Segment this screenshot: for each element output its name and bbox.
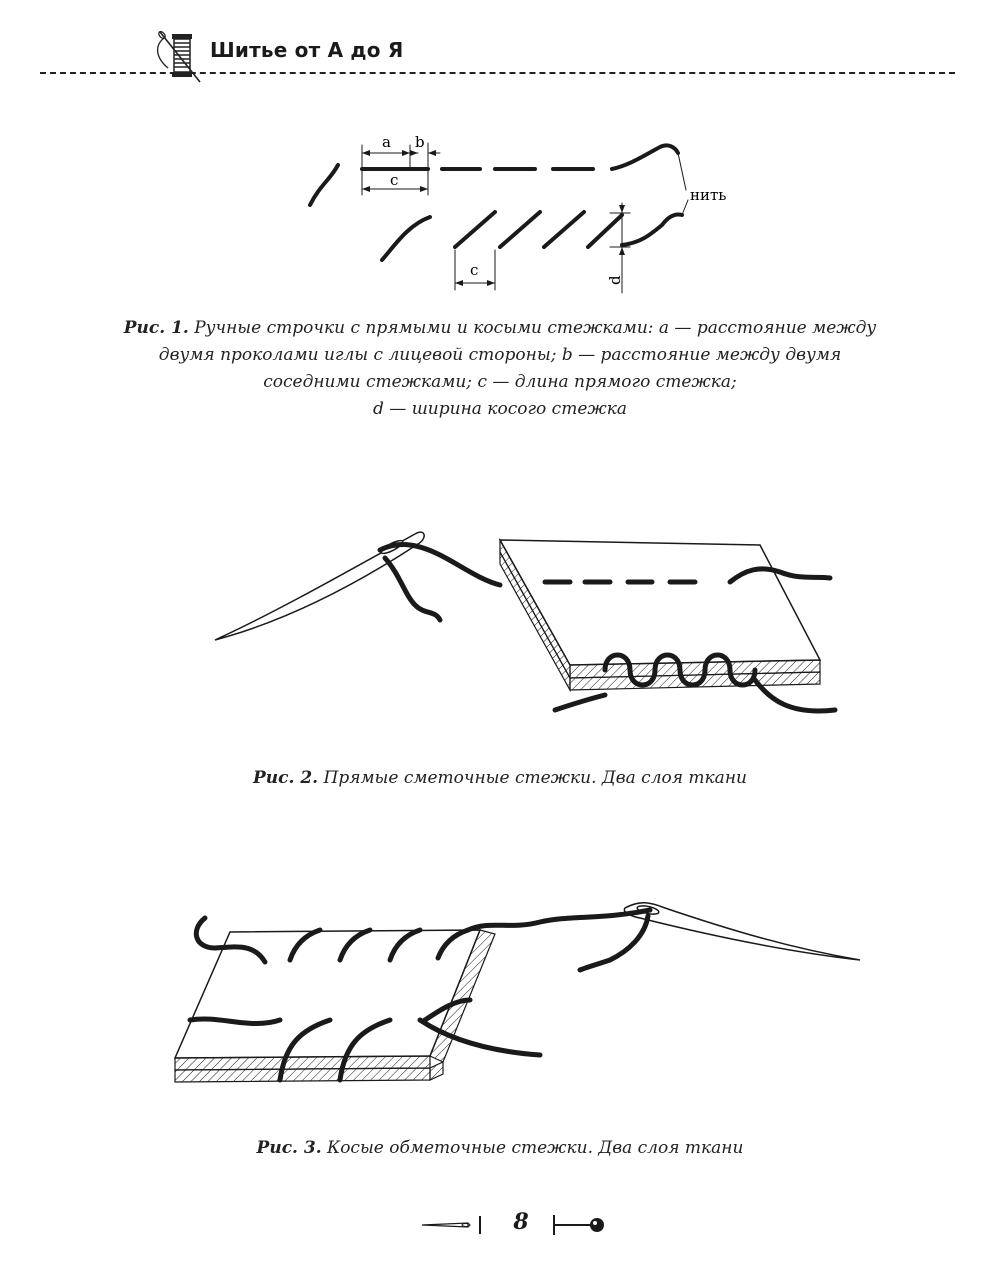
figure-3-caption-prefix: Рис. 3. [256, 1138, 322, 1158]
book-title: Шитье от А до Я [210, 38, 404, 62]
needle-icon [420, 1214, 490, 1236]
label-c-bottom: c [470, 261, 479, 279]
label-d: d [606, 275, 624, 285]
header-dashed-rule [40, 72, 955, 74]
figure-3-caption [0, 1135, 1000, 1162]
figure-1-caption-line-1: Ручные строчки с прямыми и косыми стежками: a — расстояние между [194, 318, 877, 338]
label-b: b [415, 133, 425, 151]
figure-1-caption-prefix: Рис. 1. [123, 318, 189, 338]
figure-1-caption-line-3: соседними стежками; с — длина прямого стежка; [263, 372, 737, 392]
label-thread: нить [690, 186, 727, 204]
figure-1-caption-line-2: двумя проколами иглы с лицевой стороны; b — расстояние между двумя [158, 345, 842, 365]
label-a: a [382, 133, 391, 151]
figure-2-caption [0, 765, 1000, 792]
figure-3-caption-text: Косые обметочные стежки. Два слоя ткани [327, 1138, 744, 1158]
page-header [0, 0, 1000, 90]
figure-3-diagram [170, 890, 870, 1100]
figure-2-diagram [200, 510, 860, 730]
thread-spool-needle-icon [150, 28, 206, 84]
figure-2-caption-text: Прямые сметочные стежки. Два слоя ткани [323, 768, 747, 788]
page-number: 8 [513, 1209, 529, 1235]
figure-2-caption-prefix: Рис. 2. [253, 768, 319, 788]
page-footer [0, 1200, 1000, 1250]
label-c-top: c [390, 171, 399, 189]
figure-1-caption-line-4: d — ширина косого стежка [373, 399, 627, 419]
figure-1-diagram [290, 125, 790, 305]
figure-1-caption [0, 315, 1000, 423]
pin-icon [552, 1212, 612, 1238]
